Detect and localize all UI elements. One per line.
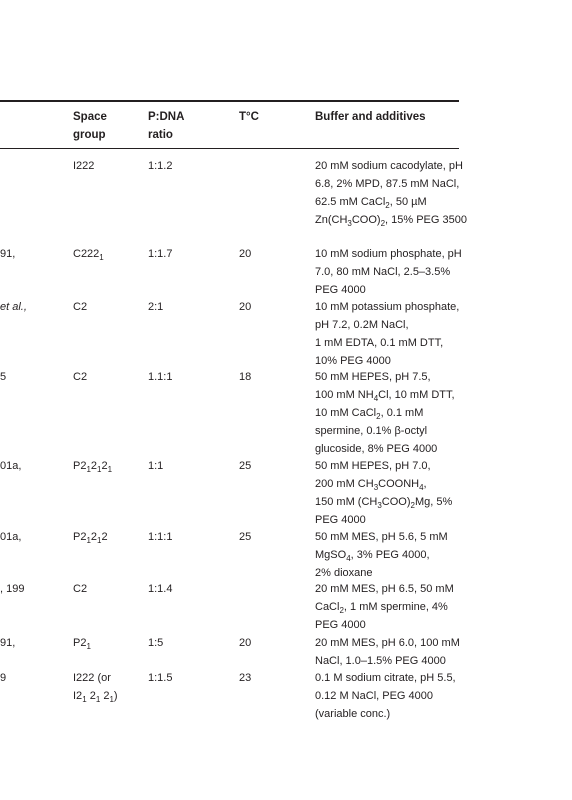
header-pdna-ratio: [148, 108, 184, 144]
reference-cell: 9: [0, 672, 7, 684]
ratio-cell: 1:1.4: [148, 583, 173, 595]
ratio-cell: 1:1.5: [148, 672, 173, 684]
buffer-cell: 0.1 M sodium citrate, pH 5.5, 0.12 M NaCl, PEG 4000 (variable conc.): [315, 672, 456, 720]
header-pdna-ratio-line-2: ratio: [148, 129, 173, 141]
ratio-cell: 1.1:1: [148, 371, 173, 383]
reference-cell: 01a,: [0, 460, 22, 472]
reference-cell: 91,: [0, 248, 16, 260]
reference-cell: , 199: [0, 583, 25, 595]
ratio-cell: 1:1: [148, 460, 164, 472]
space-group-cell: I222: [73, 160, 95, 172]
temperature-cell: 25: [239, 531, 252, 543]
buffer-cell: 10 mM sodium phosphate, pH 7.0, 80 mM NaCl, 2.5–3.5% PEG 4000: [315, 248, 462, 296]
reference-cell: 5: [0, 371, 7, 383]
header-space-group: [73, 108, 107, 144]
space-group-cell: I222 (or $I2_1$ $2_1$ $2_1$): [73, 672, 118, 704]
buffer-cell: 20 mM MES, pH 6.5, 50 mM CaCl$_2$, 1 mM spermine, 4% PEG 4000: [315, 583, 454, 631]
space-group-cell: C2: [73, 583, 88, 595]
ratio-cell: 1:1:1: [148, 531, 173, 543]
reference-cell: et al.,: [0, 301, 27, 313]
table-top-rule: [0, 100, 459, 102]
space-group-cell: $P2_1$: [73, 637, 91, 651]
ratio-cell: 1:1.2: [148, 160, 173, 172]
header-bottom-rule: [0, 148, 459, 149]
header-space-group-line-2: group: [73, 129, 106, 141]
buffer-cell: 20 mM MES, pH 6.0, 100 mM NaCl, 1.0–1.5% PEG 4000: [315, 637, 460, 667]
space-group-cell: $P2_12_12$: [73, 531, 108, 545]
ratio-cell: 1:5: [148, 637, 164, 649]
temperature-cell: 20: [239, 301, 252, 313]
reference-cell: 91,: [0, 637, 16, 649]
header-space-group-line-1: Space: [73, 111, 107, 123]
reference-cell: 01a,: [0, 531, 22, 543]
header-buffer: Buffer and additives: [315, 111, 426, 123]
temperature-cell: 23: [239, 672, 252, 684]
header-pdna-ratio-line-1: P:DNA: [148, 111, 185, 123]
header-temperature: T°C: [239, 111, 259, 123]
temperature-cell: 20: [239, 637, 252, 649]
buffer-cell: 50 mM HEPES, pH 7.0, 200 mM $CH_3COONH_4$, 150 mM $(CH_3COO)_2Mg$, 5% PEG 4000: [315, 460, 453, 526]
buffer-cell: 10 mM potassium phosphate, pH 7.2, 0.2M NaCl, 1 mM EDTA, 0.1 mM DTT, 10% PEG 4000: [315, 301, 460, 367]
buffer-cell: 50 mM HEPES, pH 7.5, 100 mM $NH_4Cl$, 10 mM DTT, 10 mM CaCl$_2$, 0.1 mM spermine, 0.1% β-octyl glucoside, 8% PEG 4000: [315, 371, 455, 455]
temperature-cell: 25: [239, 460, 252, 472]
space-group-cell: $C222_1$: [73, 248, 104, 262]
ratio-cell: 2:1: [148, 301, 164, 313]
space-group-cell: $P2_12_12_1$: [73, 460, 113, 474]
buffer-cell: 20 mM sodium cacodylate, pH 6.8, 2% MPD, 87.5 mM NaCl, 62.5 mM CaCl$_2$, 50 µM $Zn(CH_3COO)_2$, 15% PEG 3500: [315, 160, 467, 228]
ratio-cell: 1:1.7: [148, 248, 173, 260]
space-group-cell: C2: [73, 371, 88, 383]
temperature-cell: 18: [239, 371, 252, 383]
space-group-cell: C2: [73, 301, 88, 313]
buffer-cell: 50 mM MES, pH 5.6, 5 mM MgSO$_4$, 3% PEG 4000, 2% dioxane: [315, 531, 448, 579]
temperature-cell: 20: [239, 248, 252, 260]
